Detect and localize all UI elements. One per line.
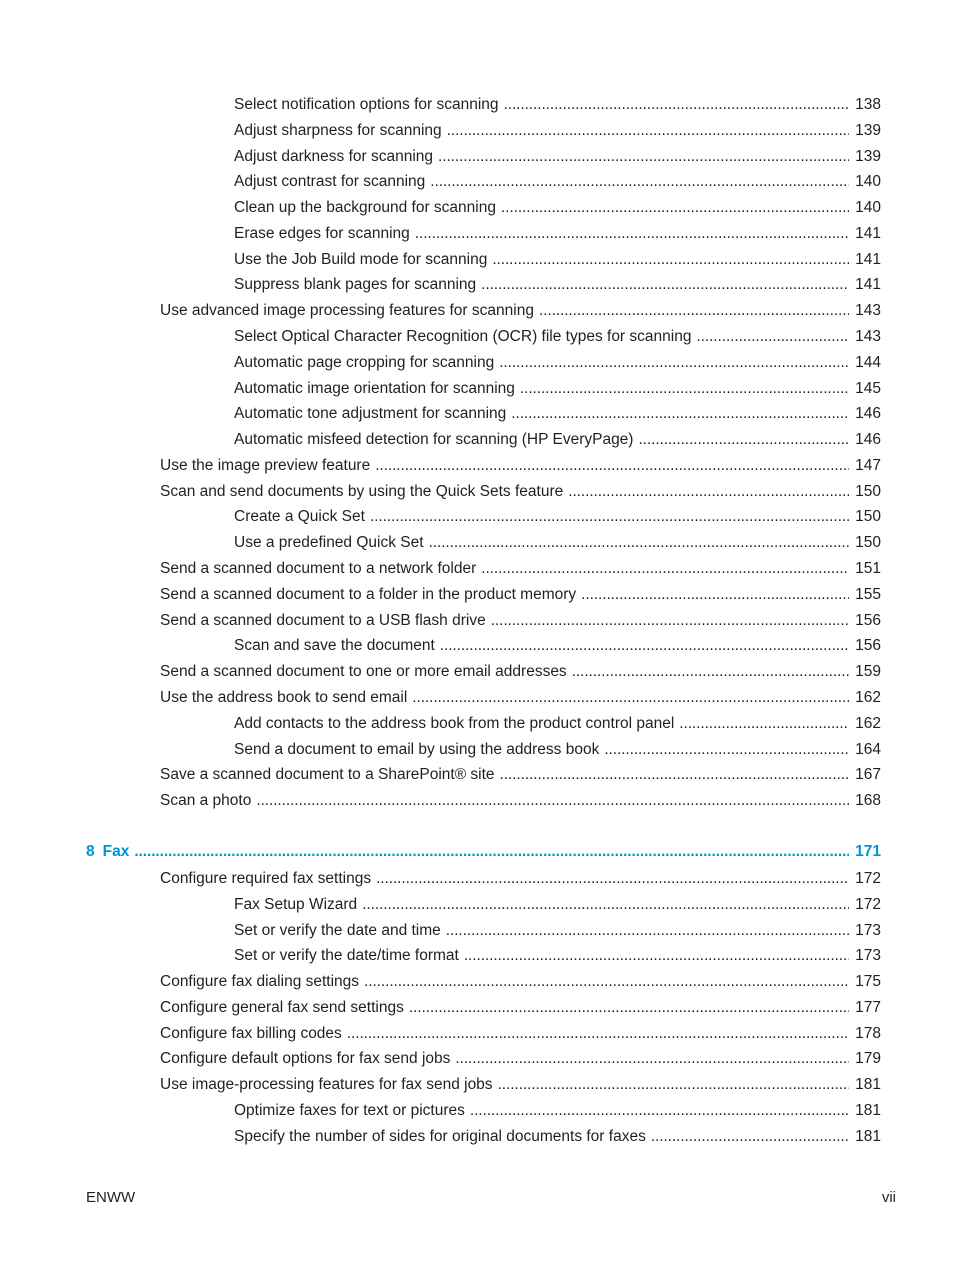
toc-entry-page: 162 <box>855 714 881 732</box>
toc-entry-page: 162 <box>855 688 881 706</box>
toc-entry-title: Suppress blank pages for scanning <box>234 276 477 294</box>
toc-entry-title: Scan and send documents by using the Quick Sets feature <box>160 482 564 500</box>
toc-entry-page: 156 <box>855 611 881 629</box>
dot-leader <box>511 403 849 425</box>
toc-entry[interactable] <box>234 403 881 425</box>
toc-entry-title: Add contacts to the address book from the product control panel <box>234 714 675 732</box>
toc-entry[interactable] <box>234 94 881 116</box>
toc-entry-title: Automatic page cropping for scanning <box>234 353 495 371</box>
toc-entry-title: Select notification options for scanning <box>234 96 499 113</box>
dot-leader <box>362 894 849 916</box>
toc-entry-title: Send a scanned document to a USB flash drive <box>160 611 486 629</box>
toc-entry[interactable] <box>160 584 881 606</box>
toc-entry[interactable] <box>160 790 881 812</box>
toc-entry[interactable] <box>160 1074 881 1096</box>
toc-entry-page: 173 <box>855 947 881 965</box>
toc-entry[interactable] <box>234 532 881 554</box>
toc-entry-title: Configure general fax send settings <box>160 998 404 1016</box>
footer-left-label: ENWW <box>86 1189 136 1206</box>
toc-entry-title: Scan a photo <box>160 792 252 810</box>
dot-leader <box>376 868 849 890</box>
toc-entry-title: Set or verify the date/time format <box>234 947 459 965</box>
dot-leader <box>604 739 849 761</box>
dot-leader <box>440 635 849 657</box>
toc-entry-page: 168 <box>855 792 881 810</box>
toc-entry-title: Specify the number of sides for original documents for faxes <box>234 1127 646 1145</box>
dot-leader <box>256 790 849 812</box>
toc-entry[interactable] <box>234 352 881 374</box>
toc-entry-page: 167 <box>855 766 881 784</box>
toc-entry[interactable] <box>160 1048 881 1070</box>
toc-entry-page: 181 <box>855 1127 881 1145</box>
toc-entry-page: 141 <box>855 250 881 268</box>
dot-leader <box>492 249 849 271</box>
dot-leader <box>446 920 849 942</box>
toc-entry-page: 146 <box>855 431 881 449</box>
toc-entry[interactable] <box>234 713 881 735</box>
toc-entry-page: 155 <box>855 585 881 603</box>
dot-leader <box>464 945 849 967</box>
toc-entry-page: 151 <box>855 560 881 578</box>
toc-entry-title: Create a Quick Set <box>234 508 365 526</box>
dot-leader <box>412 687 849 709</box>
toc-entry[interactable] <box>160 868 881 890</box>
toc-entry[interactable] <box>234 945 881 967</box>
toc-entry-title: Set or verify the date and time <box>234 921 441 939</box>
footer-page-number: vii <box>881 1189 896 1206</box>
toc-entry-page: 164 <box>855 740 881 758</box>
toc-entry-title: Configure fax dialing settings <box>160 973 360 991</box>
dot-leader <box>409 997 849 1019</box>
toc-entry-page: 145 <box>855 379 881 397</box>
toc-entry-page: 179 <box>855 1050 881 1068</box>
chapter-title: Fax <box>102 843 130 860</box>
toc-entry-title: Select Optical Character Recognition (OCR) file types for scanning <box>234 328 692 346</box>
dot-leader <box>430 171 849 193</box>
toc-entry-title: Send a scanned document to a folder in the product memory <box>160 585 577 603</box>
toc-entry-page: 172 <box>855 895 881 913</box>
toc-entry-title: Erase edges for scanning <box>234 224 410 242</box>
toc-entry[interactable] <box>234 894 881 916</box>
dot-leader <box>491 610 849 632</box>
chapter-number: 8 <box>86 843 95 860</box>
dot-leader <box>347 1023 849 1045</box>
toc-entry-page: 150 <box>855 534 881 552</box>
toc-entry-page: 138 <box>855 96 881 113</box>
toc-entry[interactable] <box>234 378 881 400</box>
toc-entry[interactable] <box>160 455 881 477</box>
toc-entry[interactable] <box>160 481 881 503</box>
dot-leader <box>520 378 849 400</box>
toc-entry-title: Use the address book to send email <box>160 688 408 706</box>
dot-leader <box>500 764 850 786</box>
toc-entry[interactable] <box>234 146 881 168</box>
dot-leader <box>638 429 849 451</box>
dot-leader <box>568 481 849 503</box>
toc-entry-page: 150 <box>855 508 881 526</box>
toc-entry-title: Use the image preview feature <box>160 456 371 474</box>
toc-entry-page: 181 <box>855 1076 881 1094</box>
toc-entry-title: Configure required fax settings <box>160 870 372 887</box>
dot-leader <box>539 300 849 322</box>
toc-entry-title: Clean up the background for scanning <box>234 199 496 217</box>
toc-entry-title: Use advanced image processing features for scanning <box>160 302 534 320</box>
toc-entry-title: Adjust sharpness for scanning <box>234 121 442 139</box>
dot-leader <box>679 713 849 735</box>
dot-leader <box>581 584 849 606</box>
toc-entry[interactable] <box>234 223 881 245</box>
toc-entry-title: Scan and save the document <box>234 637 435 655</box>
toc-entry-page: 147 <box>855 456 881 474</box>
toc-entry-page: 140 <box>855 173 881 191</box>
toc-entry-page: 139 <box>855 147 881 165</box>
toc-entry[interactable] <box>160 1023 881 1045</box>
toc-entry-title: Send a scanned document to a network folder <box>160 560 477 578</box>
dot-leader <box>696 326 849 348</box>
toc-entry-page: 143 <box>855 302 881 320</box>
dot-leader <box>375 455 849 477</box>
dot-leader <box>499 352 849 374</box>
dot-leader <box>481 274 849 296</box>
toc-entry[interactable] <box>234 249 881 271</box>
toc-entry-title: Automatic tone adjustment for scanning <box>234 405 507 423</box>
toc-entry-title: Fax Setup Wizard <box>234 895 358 913</box>
toc-entry-page: 146 <box>855 405 881 423</box>
toc-entry-title: Adjust darkness for scanning <box>234 147 434 165</box>
toc-entry-page: 159 <box>855 663 881 681</box>
toc-entry-page: 175 <box>855 973 881 991</box>
toc-entry[interactable] <box>234 1126 881 1148</box>
dot-leader <box>501 197 849 219</box>
toc-entry-page: 143 <box>855 328 881 346</box>
toc-entry[interactable] <box>160 997 881 1019</box>
toc-entry-page: 181 <box>855 1102 881 1120</box>
toc-entry-title: Configure fax billing codes <box>160 1024 342 1042</box>
toc-entry-title: Optimize faxes for text or pictures <box>234 1102 465 1120</box>
dot-leader <box>498 1074 850 1096</box>
toc-entry[interactable] <box>160 661 881 683</box>
toc-entry[interactable] <box>234 920 881 942</box>
toc-entry-title: Use the Job Build mode for scanning <box>234 250 488 268</box>
toc-entry[interactable] <box>234 739 881 761</box>
toc-entry-page: 178 <box>855 1024 881 1042</box>
toc-entry[interactable] <box>160 558 881 580</box>
dot-leader <box>415 223 849 245</box>
toc-entry[interactable] <box>234 635 881 657</box>
toc-entry-page: 156 <box>855 637 881 655</box>
toc-entry-title: Use image-processing features for fax send jobs <box>160 1076 493 1094</box>
toc-entry-page: 139 <box>855 121 881 139</box>
toc-entry[interactable] <box>160 610 881 632</box>
toc-entry-page: 140 <box>855 199 881 217</box>
toc-entry[interactable] <box>234 506 881 528</box>
toc-entry-page: 150 <box>855 482 881 500</box>
toc-entry-title: Adjust contrast for scanning <box>234 173 426 191</box>
dot-leader <box>438 146 849 168</box>
dot-leader <box>429 532 850 554</box>
toc-entry-title: Save a scanned document to a SharePoint® site <box>160 766 495 784</box>
toc-entry-title: Automatic image orientation for scanning <box>234 379 515 397</box>
toc-chapter-heading[interactable] <box>86 841 881 863</box>
dot-leader <box>481 558 849 580</box>
dot-leader <box>134 841 849 863</box>
toc-entry[interactable] <box>234 429 881 451</box>
dot-leader <box>470 1100 849 1122</box>
toc-entry[interactable] <box>234 120 881 142</box>
toc-entry-page: 172 <box>855 870 881 887</box>
toc-entry-title: Send a document to email by using the address book <box>234 740 600 758</box>
toc-entry-title: Send a scanned document to one or more email addresses <box>160 663 567 681</box>
toc-entry[interactable] <box>160 971 881 993</box>
dot-leader <box>455 1048 849 1070</box>
toc-entry-page: 144 <box>855 353 881 371</box>
dot-leader <box>572 661 849 683</box>
toc-entry-page: 141 <box>855 224 881 242</box>
toc-entry[interactable] <box>160 764 881 786</box>
toc-entry[interactable] <box>234 197 881 219</box>
toc-entry[interactable] <box>234 171 881 193</box>
toc-entry[interactable] <box>234 274 881 296</box>
toc-entry-page: 177 <box>855 998 881 1016</box>
toc-entry-page: 141 <box>855 276 881 294</box>
chapter-page: 171 <box>855 843 881 860</box>
dot-leader <box>651 1126 849 1148</box>
toc-entry[interactable] <box>160 687 881 709</box>
toc-entry-title: Automatic misfeed detection for scanning (HP EveryPage) <box>234 431 634 449</box>
toc-entry-page: 173 <box>855 921 881 939</box>
toc-entry[interactable] <box>234 326 881 348</box>
toc-entry[interactable] <box>234 1100 881 1122</box>
toc-entry[interactable] <box>160 300 881 322</box>
toc-entry-title: Configure default options for fax send jobs <box>160 1050 451 1068</box>
dot-leader <box>504 94 850 116</box>
toc-entry-title: Use a predefined Quick Set <box>234 534 424 552</box>
dot-leader <box>447 120 849 142</box>
dot-leader <box>370 506 849 528</box>
dot-leader <box>364 971 849 993</box>
